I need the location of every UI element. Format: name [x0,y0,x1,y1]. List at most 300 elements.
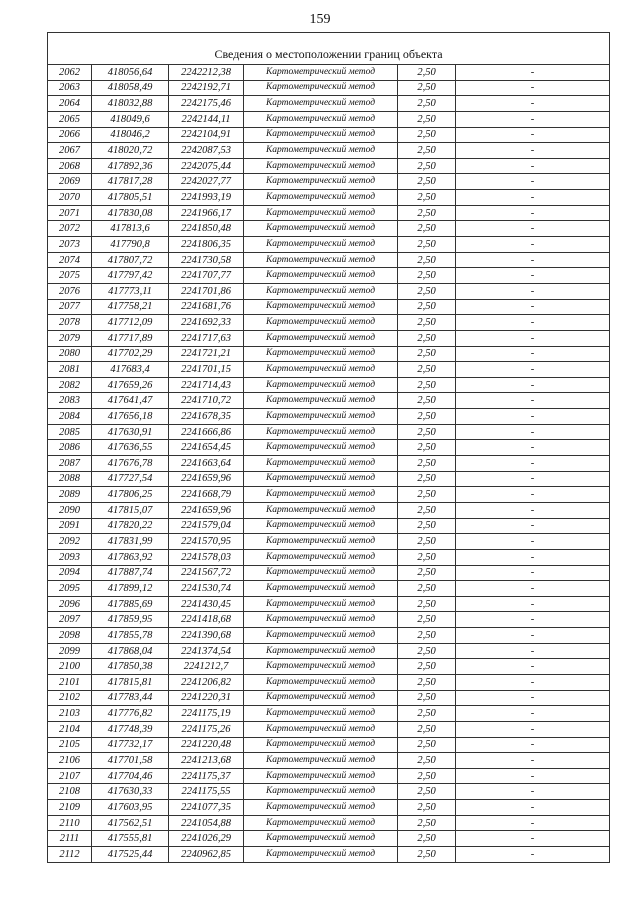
description-cell: - [456,143,610,159]
y-coordinate-cell: 2241654,45 [169,440,244,456]
x-coordinate-cell: 417712,09 [92,315,169,331]
x-coordinate-cell: 417683,4 [92,362,169,378]
accuracy-cell: 2,50 [398,330,456,346]
y-coordinate-cell: 2241966,17 [169,205,244,221]
accuracy-cell: 2,50 [398,612,456,628]
y-coordinate-cell: 2241717,63 [169,330,244,346]
description-cell: - [456,581,610,597]
point-number-cell: 2110 [48,815,92,831]
y-coordinate-cell: 2241374,54 [169,643,244,659]
description-cell: - [456,565,610,581]
table-row [48,96,610,112]
x-coordinate-cell: 418020,72 [92,143,169,159]
table-row [48,487,610,503]
description-cell: - [456,283,610,299]
description-cell: - [456,268,610,284]
description-cell: - [456,768,610,784]
point-number-cell: 2072 [48,221,92,237]
table-body [48,65,610,863]
point-number-cell: 2079 [48,330,92,346]
point-number-cell: 2093 [48,549,92,565]
point-number-cell: 2089 [48,487,92,503]
point-number-cell: 2068 [48,158,92,174]
table-row [48,65,610,81]
x-coordinate-cell: 417797,42 [92,268,169,284]
description-cell: - [456,393,610,409]
accuracy-cell: 2,50 [398,111,456,127]
method-cell: Картометрический метод [244,815,398,831]
method-cell: Картометрический метод [244,753,398,769]
description-cell: - [456,549,610,565]
point-number-cell: 2107 [48,768,92,784]
method-cell: Картометрический метод [244,346,398,362]
x-coordinate-cell: 418058,49 [92,80,169,96]
table-row [48,815,610,831]
table-row [48,706,610,722]
table-row [48,315,610,331]
method-cell: Картометрический метод [244,362,398,378]
y-coordinate-cell: 2241710,72 [169,393,244,409]
table-row [48,674,610,690]
accuracy-cell: 2,50 [398,518,456,534]
x-coordinate-cell: 418049,6 [92,111,169,127]
y-coordinate-cell: 2241659,96 [169,502,244,518]
method-cell: Картометрический метод [244,690,398,706]
x-coordinate-cell: 417717,89 [92,330,169,346]
y-coordinate-cell: 2241721,21 [169,346,244,362]
description-cell: - [456,362,610,378]
table-row [48,158,610,174]
accuracy-cell: 2,50 [398,487,456,503]
description-cell: - [456,737,610,753]
accuracy-cell: 2,50 [398,424,456,440]
table-row [48,362,610,378]
table-row [48,299,610,315]
table-row [48,80,610,96]
description-cell: - [456,831,610,847]
accuracy-cell: 2,50 [398,456,456,472]
description-cell: - [456,518,610,534]
description-cell: - [456,753,610,769]
table-row [48,737,610,753]
method-cell: Картометрический метод [244,721,398,737]
table-row [48,174,610,190]
y-coordinate-cell: 2241714,43 [169,377,244,393]
accuracy-cell: 2,50 [398,659,456,675]
method-cell: Картометрический метод [244,80,398,96]
x-coordinate-cell: 417636,55 [92,440,169,456]
y-coordinate-cell: 2241220,48 [169,737,244,753]
description-cell: - [456,377,610,393]
point-number-cell: 2109 [48,800,92,816]
x-coordinate-cell: 417790,8 [92,237,169,253]
table-row [48,377,610,393]
description-cell: - [456,440,610,456]
description-cell: - [456,674,610,690]
method-cell: Картометрический метод [244,377,398,393]
y-coordinate-cell: 2241026,29 [169,831,244,847]
point-number-cell: 2064 [48,96,92,112]
accuracy-cell: 2,50 [398,158,456,174]
table-row [48,143,610,159]
accuracy-cell: 2,50 [398,800,456,816]
accuracy-cell: 2,50 [398,534,456,550]
point-number-cell: 2097 [48,612,92,628]
description-cell: - [456,80,610,96]
accuracy-cell: 2,50 [398,299,456,315]
accuracy-cell: 2,50 [398,721,456,737]
x-coordinate-cell: 417676,78 [92,456,169,472]
method-cell: Картометрический метод [244,283,398,299]
accuracy-cell: 2,50 [398,706,456,722]
table-row [48,784,610,800]
method-cell: Картометрический метод [244,565,398,581]
y-coordinate-cell: 2241206,82 [169,674,244,690]
description-cell: - [456,315,610,331]
description-cell: - [456,252,610,268]
y-coordinate-cell: 2241993,19 [169,190,244,206]
description-cell: - [456,596,610,612]
table-row [48,127,610,143]
y-coordinate-cell: 2241430,45 [169,596,244,612]
accuracy-cell: 2,50 [398,831,456,847]
method-cell: Картометрический метод [244,518,398,534]
accuracy-cell: 2,50 [398,502,456,518]
x-coordinate-cell: 417815,81 [92,674,169,690]
point-number-cell: 2101 [48,674,92,690]
point-number-cell: 2096 [48,596,92,612]
point-number-cell: 2063 [48,80,92,96]
point-number-cell: 2095 [48,581,92,597]
y-coordinate-cell: 2241579,04 [169,518,244,534]
x-coordinate-cell: 417813,6 [92,221,169,237]
description-cell: - [456,221,610,237]
accuracy-cell: 2,50 [398,65,456,81]
method-cell: Картометрический метод [244,831,398,847]
method-cell: Картометрический метод [244,299,398,315]
method-cell: Картометрический метод [244,221,398,237]
accuracy-cell: 2,50 [398,737,456,753]
method-cell: Картометрический метод [244,659,398,675]
x-coordinate-cell: 417603,95 [92,800,169,816]
description-cell: - [456,800,610,816]
method-cell: Картометрический метод [244,800,398,816]
point-number-cell: 2078 [48,315,92,331]
y-coordinate-cell: 2241692,33 [169,315,244,331]
method-cell: Картометрический метод [244,502,398,518]
point-number-cell: 2100 [48,659,92,675]
x-coordinate-cell: 417641,47 [92,393,169,409]
y-coordinate-cell: 2241570,95 [169,534,244,550]
table-row [48,565,610,581]
accuracy-cell: 2,50 [398,674,456,690]
table-row [48,690,610,706]
table-row [48,456,610,472]
y-coordinate-cell: 2241668,79 [169,487,244,503]
method-cell: Картометрический метод [244,393,398,409]
method-cell: Картометрический метод [244,268,398,284]
point-number-cell: 2105 [48,737,92,753]
point-number-cell: 2080 [48,346,92,362]
point-number-cell: 2094 [48,565,92,581]
description-cell: - [456,847,610,863]
description-cell: - [456,237,610,253]
y-coordinate-cell: 2241175,26 [169,721,244,737]
table-title: Сведения о местоположении границ объекта [48,33,610,65]
method-cell: Картометрический метод [244,487,398,503]
method-cell: Картометрический метод [244,784,398,800]
table-row [48,534,610,550]
x-coordinate-cell: 417899,12 [92,581,169,597]
x-coordinate-cell: 417805,51 [92,190,169,206]
accuracy-cell: 2,50 [398,471,456,487]
accuracy-cell: 2,50 [398,768,456,784]
description-cell: - [456,784,610,800]
table-row [48,753,610,769]
x-coordinate-cell: 417773,11 [92,283,169,299]
point-number-cell: 2076 [48,283,92,299]
x-coordinate-cell: 417885,69 [92,596,169,612]
x-coordinate-cell: 417859,95 [92,612,169,628]
x-coordinate-cell: 417892,36 [92,158,169,174]
method-cell: Картометрический метод [244,581,398,597]
table-row [48,330,610,346]
method-cell: Картометрический метод [244,158,398,174]
y-coordinate-cell: 2241212,7 [169,659,244,675]
method-cell: Картометрический метод [244,190,398,206]
method-cell: Картометрический метод [244,409,398,425]
table-row [48,221,610,237]
accuracy-cell: 2,50 [398,393,456,409]
point-number-cell: 2090 [48,502,92,518]
method-cell: Картометрический метод [244,174,398,190]
accuracy-cell: 2,50 [398,221,456,237]
point-number-cell: 2103 [48,706,92,722]
method-cell: Картометрический метод [244,596,398,612]
y-coordinate-cell: 2241077,35 [169,800,244,816]
y-coordinate-cell: 2241054,88 [169,815,244,831]
point-number-cell: 2112 [48,847,92,863]
description-cell: - [456,190,610,206]
x-coordinate-cell: 417748,39 [92,721,169,737]
table-title-row [48,33,610,65]
method-cell: Картометрический метод [244,440,398,456]
y-coordinate-cell: 2242212,38 [169,65,244,81]
y-coordinate-cell: 2241659,96 [169,471,244,487]
y-coordinate-cell: 2241578,03 [169,549,244,565]
table-row [48,409,610,425]
method-cell: Картометрический метод [244,424,398,440]
table-row [48,549,610,565]
accuracy-cell: 2,50 [398,96,456,112]
method-cell: Картометрический метод [244,471,398,487]
method-cell: Картометрический метод [244,549,398,565]
x-coordinate-cell: 417630,33 [92,784,169,800]
table-row [48,596,610,612]
x-coordinate-cell: 417656,18 [92,409,169,425]
point-number-cell: 2086 [48,440,92,456]
y-coordinate-cell: 2242087,53 [169,143,244,159]
y-coordinate-cell: 2241850,48 [169,221,244,237]
description-cell: - [456,346,610,362]
accuracy-cell: 2,50 [398,237,456,253]
point-number-cell: 2091 [48,518,92,534]
x-coordinate-cell: 417525,44 [92,847,169,863]
point-number-cell: 2102 [48,690,92,706]
point-number-cell: 2111 [48,831,92,847]
accuracy-cell: 2,50 [398,753,456,769]
y-coordinate-cell: 2241701,86 [169,283,244,299]
accuracy-cell: 2,50 [398,815,456,831]
table-row [48,800,610,816]
x-coordinate-cell: 417806,25 [92,487,169,503]
accuracy-cell: 2,50 [398,440,456,456]
description-cell: - [456,299,610,315]
table-row [48,768,610,784]
method-cell: Картометрический метод [244,143,398,159]
accuracy-cell: 2,50 [398,127,456,143]
y-coordinate-cell: 2242144,11 [169,111,244,127]
description-cell: - [456,456,610,472]
x-coordinate-cell: 417807,72 [92,252,169,268]
page-number: 159 [309,12,331,27]
point-number-cell: 2070 [48,190,92,206]
x-coordinate-cell: 417831,99 [92,534,169,550]
point-number-cell: 2067 [48,143,92,159]
table-row [48,581,610,597]
accuracy-cell: 2,50 [398,268,456,284]
description-cell: - [456,721,610,737]
method-cell: Картометрический метод [244,674,398,690]
method-cell: Картометрический метод [244,111,398,127]
accuracy-cell: 2,50 [398,784,456,800]
y-coordinate-cell: 2241681,76 [169,299,244,315]
table-row [48,111,610,127]
point-number-cell: 2082 [48,377,92,393]
accuracy-cell: 2,50 [398,315,456,331]
description-cell: - [456,96,610,112]
method-cell: Картометрический метод [244,456,398,472]
description-cell: - [456,690,610,706]
y-coordinate-cell: 2241213,68 [169,753,244,769]
y-coordinate-cell: 2242104,91 [169,127,244,143]
y-coordinate-cell: 2241567,72 [169,565,244,581]
table-row [48,268,610,284]
description-cell: - [456,424,610,440]
x-coordinate-cell: 417850,38 [92,659,169,675]
y-coordinate-cell: 2241806,35 [169,237,244,253]
x-coordinate-cell: 417820,22 [92,518,169,534]
table-row [48,424,610,440]
method-cell: Картометрический метод [244,330,398,346]
x-coordinate-cell: 418056,64 [92,65,169,81]
description-cell: - [456,65,610,81]
x-coordinate-cell: 417562,51 [92,815,169,831]
boundary-coordinates-table [47,32,610,863]
accuracy-cell: 2,50 [398,628,456,644]
table-row [48,237,610,253]
method-cell: Картометрический метод [244,252,398,268]
point-number-cell: 2074 [48,252,92,268]
description-cell: - [456,628,610,644]
table-row [48,518,610,534]
accuracy-cell: 2,50 [398,377,456,393]
point-number-cell: 2106 [48,753,92,769]
table-row [48,346,610,362]
table-row [48,205,610,221]
table-row [48,440,610,456]
y-coordinate-cell: 2241707,77 [169,268,244,284]
table-row [48,847,610,863]
accuracy-cell: 2,50 [398,190,456,206]
point-number-cell: 2087 [48,456,92,472]
point-number-cell: 2104 [48,721,92,737]
description-cell: - [456,612,610,628]
method-cell: Картометрический метод [244,127,398,143]
x-coordinate-cell: 417863,92 [92,549,169,565]
x-coordinate-cell: 417704,46 [92,768,169,784]
x-coordinate-cell: 417732,17 [92,737,169,753]
description-cell: - [456,471,610,487]
point-number-cell: 2062 [48,65,92,81]
point-number-cell: 2075 [48,268,92,284]
point-number-cell: 2084 [48,409,92,425]
y-coordinate-cell: 2242027,77 [169,174,244,190]
accuracy-cell: 2,50 [398,346,456,362]
accuracy-cell: 2,50 [398,252,456,268]
description-cell: - [456,205,610,221]
x-coordinate-cell: 417630,91 [92,424,169,440]
description-cell: - [456,502,610,518]
accuracy-cell: 2,50 [398,409,456,425]
y-coordinate-cell: 2241663,64 [169,456,244,472]
y-coordinate-cell: 2241701,15 [169,362,244,378]
method-cell: Картометрический метод [244,643,398,659]
y-coordinate-cell: 2241666,86 [169,424,244,440]
table-row [48,721,610,737]
x-coordinate-cell: 417783,44 [92,690,169,706]
point-number-cell: 2065 [48,111,92,127]
x-coordinate-cell: 417701,58 [92,753,169,769]
accuracy-cell: 2,50 [398,847,456,863]
method-cell: Картометрический метод [244,205,398,221]
y-coordinate-cell: 2241678,35 [169,409,244,425]
description-cell: - [456,158,610,174]
y-coordinate-cell: 2242175,46 [169,96,244,112]
description-cell: - [456,127,610,143]
point-number-cell: 2077 [48,299,92,315]
y-coordinate-cell: 2241530,74 [169,581,244,597]
x-coordinate-cell: 417815,07 [92,502,169,518]
point-number-cell: 2108 [48,784,92,800]
y-coordinate-cell: 2241418,68 [169,612,244,628]
table-row [48,643,610,659]
description-cell: - [456,534,610,550]
accuracy-cell: 2,50 [398,565,456,581]
accuracy-cell: 2,50 [398,174,456,190]
point-number-cell: 2073 [48,237,92,253]
table-row [48,471,610,487]
accuracy-cell: 2,50 [398,283,456,299]
method-cell: Картометрический метод [244,628,398,644]
table-row [48,393,610,409]
y-coordinate-cell: 2242075,44 [169,158,244,174]
y-coordinate-cell: 2241390,68 [169,628,244,644]
method-cell: Картометрический метод [244,847,398,863]
accuracy-cell: 2,50 [398,549,456,565]
method-cell: Картометрический метод [244,768,398,784]
x-coordinate-cell: 417817,28 [92,174,169,190]
